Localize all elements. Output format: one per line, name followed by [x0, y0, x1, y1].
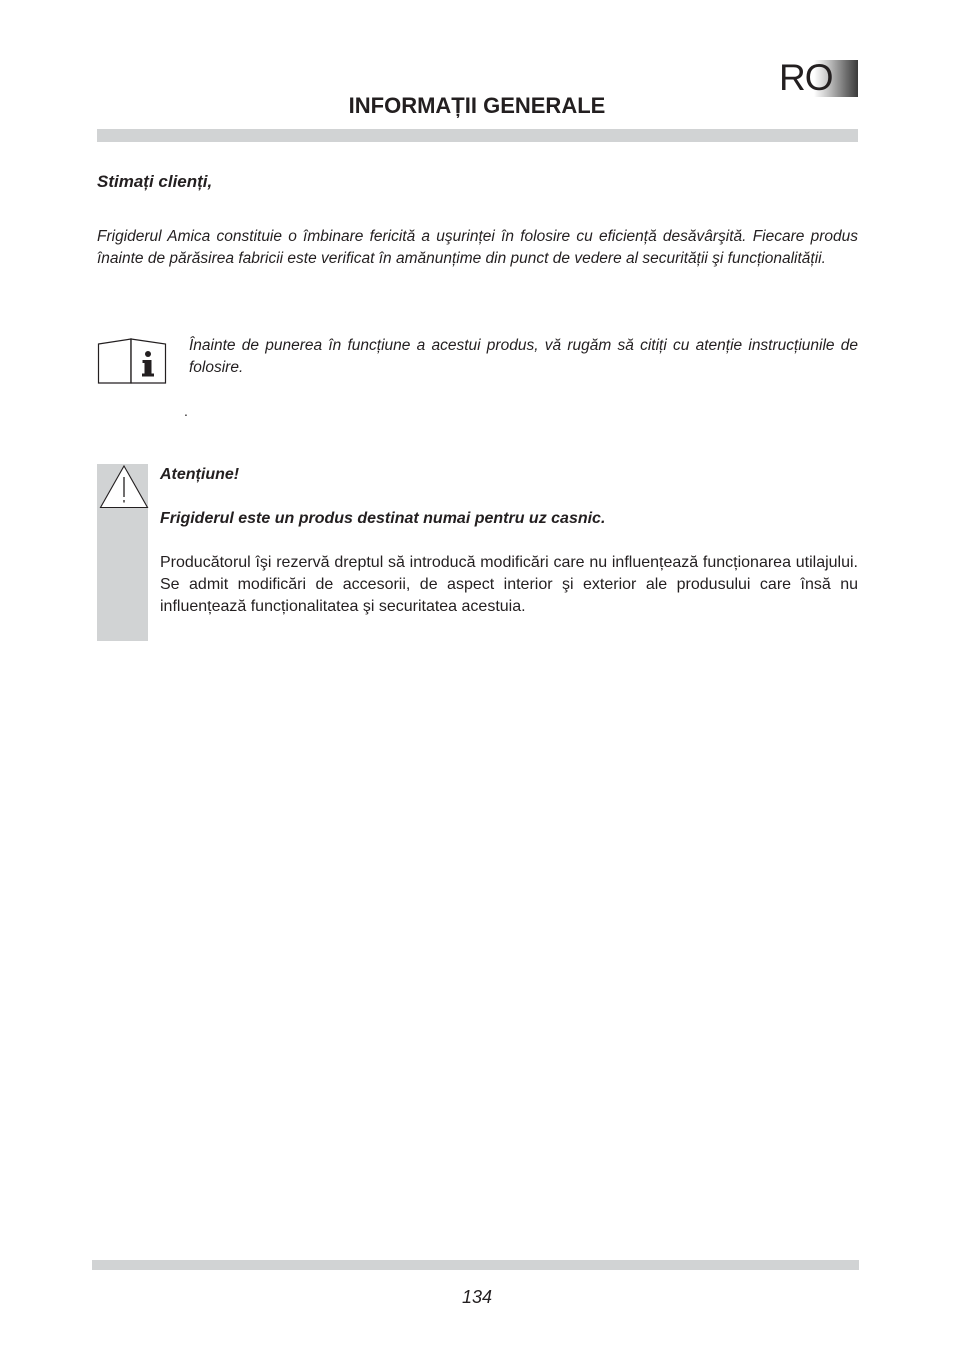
page-number: 134	[461, 1287, 493, 1307]
intro-paragraph: Frigiderul Amica constituie o îmbinare fericită a uşurinței în folosire cu eficiență desăvârşită. Fiecare produs înainte de părăsirea fabricii este verificat în amănunțime din punct de vedere al securității şi funcționalității.	[97, 228, 858, 267]
page-title: INFORMAȚII GENERALE	[348, 93, 606, 118]
warning-heading: Atențiune!	[160, 466, 240, 483]
stray-mark: .	[184, 403, 188, 419]
language-code: RO	[779, 57, 833, 98]
header-divider	[97, 129, 858, 142]
greeting: Stimați clienți,	[97, 172, 213, 191]
footer-divider	[92, 1260, 859, 1270]
warning-triangle-icon	[99, 464, 149, 510]
info-note-text: Înainte de punerea în funcțiune a acestui produs, vă rugăm să citiți cu atenție instrucțiunile de folosire.	[189, 337, 858, 376]
warning-subheading: Frigiderul este un produs destinat numai pentru uz casnic.	[160, 510, 606, 527]
warning-body: Producătorul îşi rezervă dreptul să introducă modificări care nu influențează funcționarea utilajului. Se admit modificări de accesorii, de aspect interior şi exterior ale produsului care însă nu influențează funcționalitatea şi securitatea acestuia.	[160, 554, 858, 615]
info-book-icon	[97, 337, 167, 385]
